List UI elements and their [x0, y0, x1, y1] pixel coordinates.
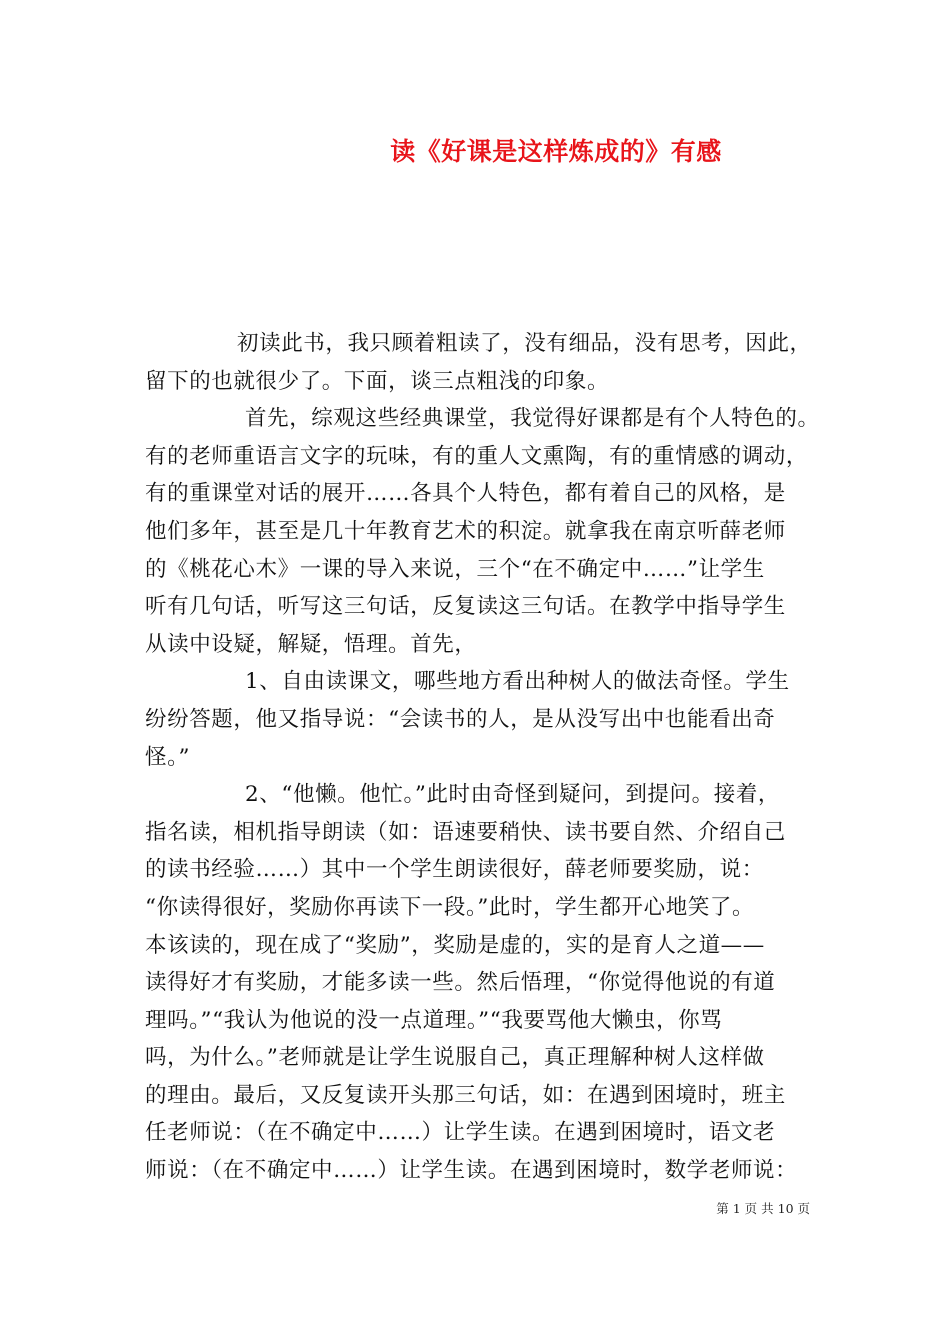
- text-line: 初读此书，我只顾着粗读了，没有细品，没有思考，因此，: [237, 331, 812, 356]
- text-line: 理吗。”“我认为他说的没一点道理。”“我要骂他大懒虫，你骂: [145, 1007, 723, 1033]
- text-line: 的读书经验……）其中一个学生朗读很好，薛老师要奖励，说：: [145, 857, 764, 883]
- text-line: 他们多年，甚至是几十年教育艺术的积淀。就拿我在南京听薛老师: [145, 518, 786, 544]
- page-number: 第 1 页 共 10 页: [716, 1201, 810, 1216]
- text-line: 有的重课堂对话的展开……各具个人特色，都有着自己的风格，是: [145, 481, 786, 507]
- text-line: 1、自由读课文，哪些地方看出种树人的做法奇怪。学生: [245, 669, 790, 695]
- text-line: 怪。”: [145, 744, 191, 770]
- text-line: 任老师说：（在不确定中……）让学生读。在遇到困境时，语文老: [145, 1120, 776, 1146]
- text-line: 首先，综观这些经典课堂，我觉得好课都是有个人特色的。: [245, 406, 820, 432]
- text-line: 读得好才有奖励，才能多读一些。然后悟理，“你觉得他说的有道: [145, 970, 776, 996]
- text-line: 有的老师重语言文字的玩味，有的重人文熏陶，有的重情感的调动，: [145, 443, 809, 469]
- text-line: 听有几句话，听写这三句话，反复读这三句话。在教学中指导学生: [145, 594, 786, 620]
- text-line: 师说：（在不确定中……）让学生读。在遇到困境时，数学老师说：: [145, 1158, 798, 1184]
- text-line: 的《桃花心木》一课的导入来说，三个“在不确定中……”让学生: [145, 556, 765, 582]
- document-body: [145, 325, 825, 1190]
- text-line: 指名读，相机指导朗读（如：语速要稍快、读书要自然、介绍自己: [145, 819, 786, 845]
- text-line: “你读得很好，奖励你再读下一段。”此时，学生都开心地笑了。: [145, 894, 755, 920]
- text-line: 从读中设疑，解疑，悟理。首先，: [145, 631, 477, 657]
- text-line: 本该读的，现在成了“奖励”，奖励是虚的，实的是育人之道——: [145, 932, 765, 958]
- text-line: 留下的也就很少了。下面，谈三点粗浅的印象。: [145, 368, 610, 394]
- text-line: 吗，为什么。”老师就是让学生说服自己，真正理解种树人这样做: [145, 1045, 765, 1071]
- document-title: 读《好课是这样炼成的》有感: [390, 137, 722, 166]
- text-line: 纷纷答题，他又指导说：“会读书的人，是从没写出中也能看出奇: [145, 706, 776, 732]
- text-line: 的理由。最后，又反复读开头那三句话，如：在遇到困境时，班主: [145, 1082, 786, 1108]
- text-line: 2、“他懒。他忙。”此时由奇怪到疑问，到提问。接着，: [245, 782, 781, 808]
